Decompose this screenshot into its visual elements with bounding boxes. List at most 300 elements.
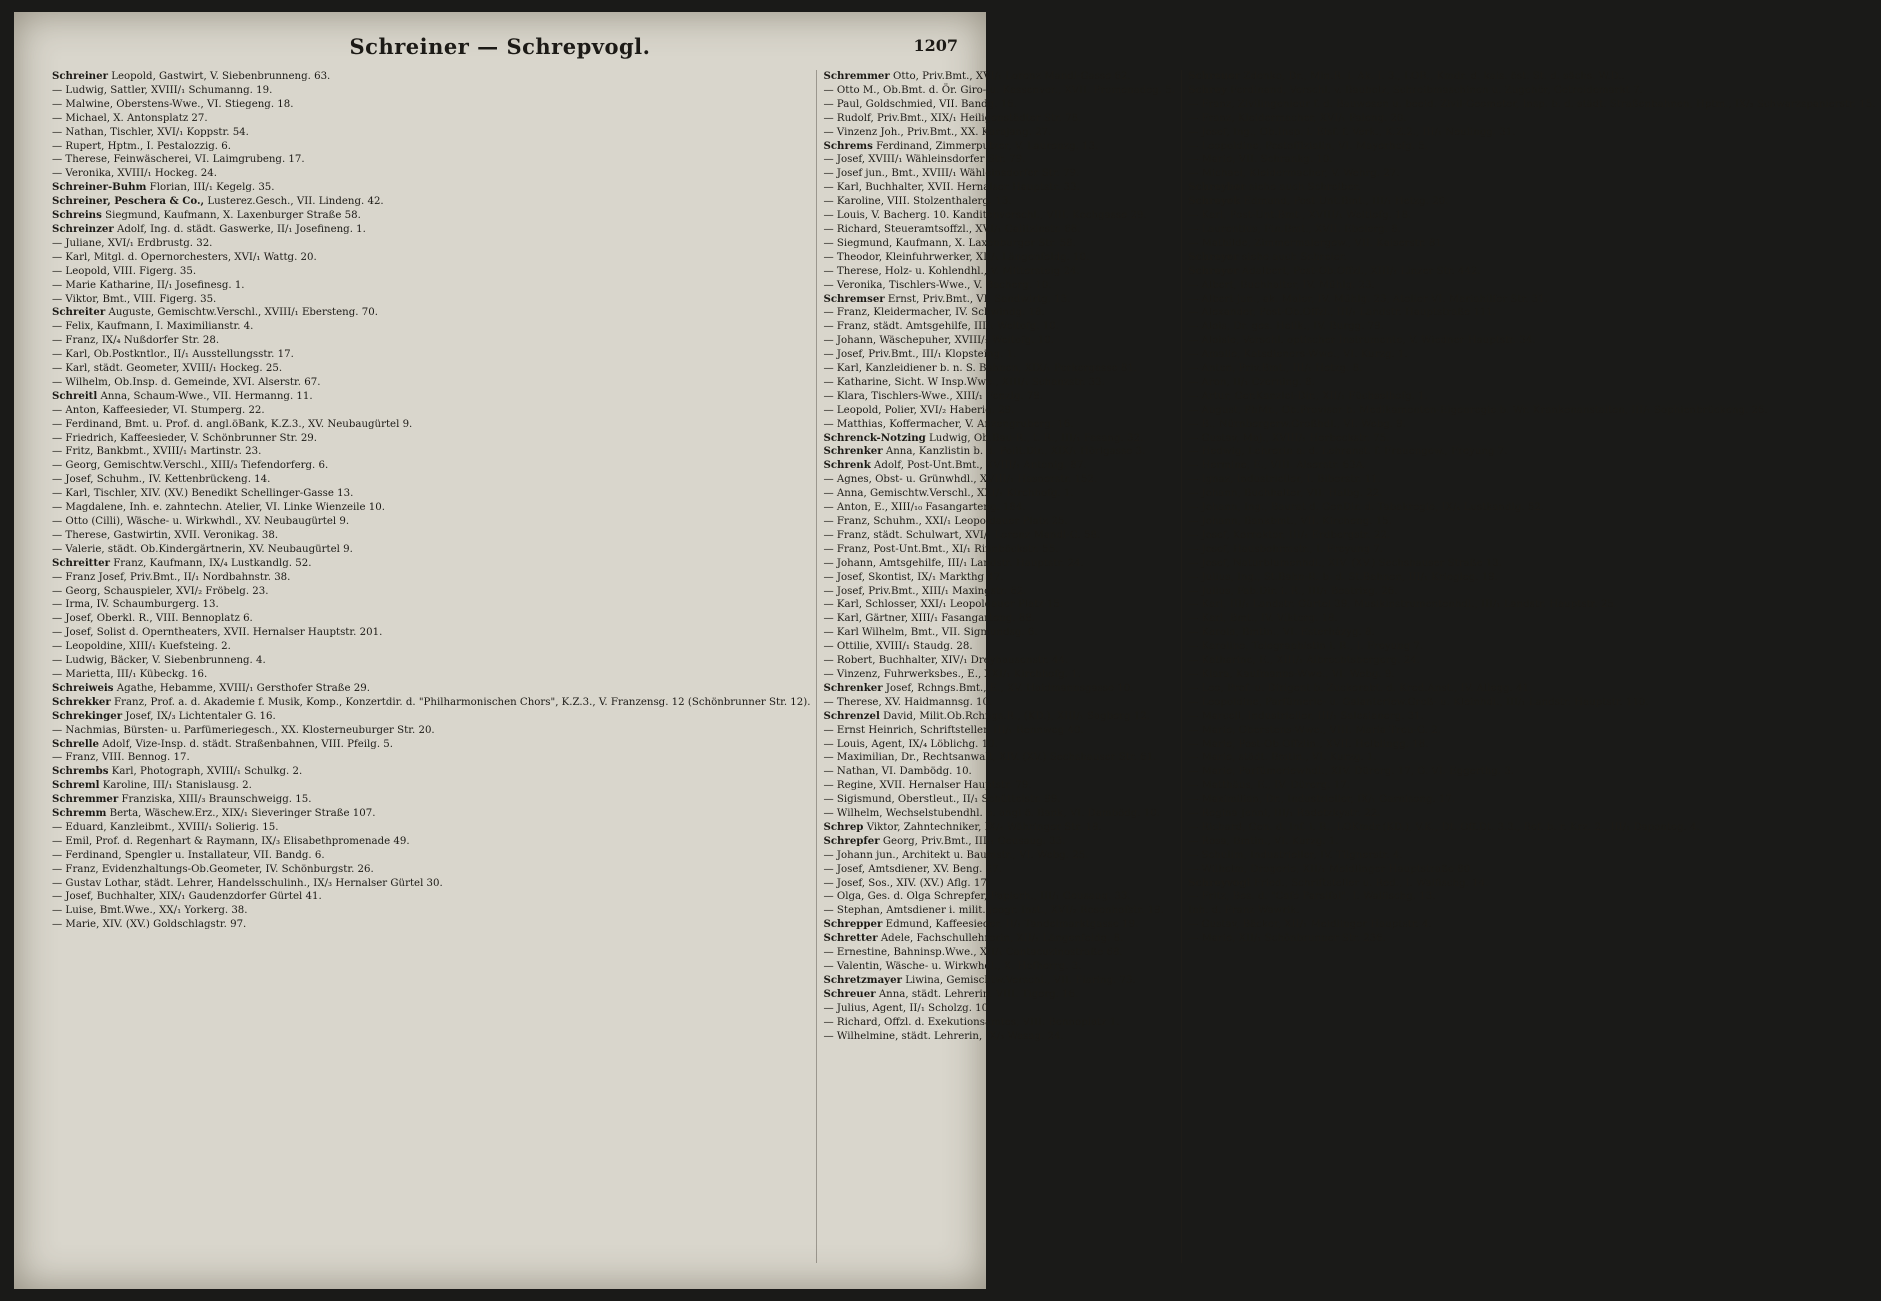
directory-entry [823, 918, 1175, 932]
directory-entry [823, 98, 1175, 112]
entry-text: — Rosa, Bmtin., VI. Kurzg. 1. [1188, 835, 1339, 847]
entry-text: — Ludwig, Bäcker, V. Siebenbrunneng. 4. [52, 655, 266, 667]
directory-entry [52, 445, 810, 459]
entry-text: Liwina, Gemischtw.Verschl., VII. Fiaring. 73. [905, 974, 1136, 986]
entry-text: — Ernestine, Bahninsp.Wwe., XII/₁ Cantacuzinostraße 68. [823, 947, 1123, 959]
directory-entry [52, 98, 810, 112]
entry-text: Anna, städt. Lehrerin, VIII. Tigerg. 16. [878, 988, 1079, 1000]
directory-entry [823, 738, 1175, 752]
entry-text: — Wilhelm, Wechselstubendhl. b. angl ö. Bank, VI. Dambödg. 10. [823, 808, 1160, 820]
entry-surname: Schrelle [52, 737, 100, 750]
directory-entry [1188, 863, 1875, 877]
directory-entry [1188, 98, 1875, 112]
directory-entry [823, 765, 1175, 779]
entry-text: — Ferdinand, Spengler u. Installateur, VII. Bandg. 6. [52, 849, 325, 861]
entry-text: — Albert, Buchhalter, IV. Mühlg. 23. [1188, 279, 1375, 291]
directory-entry [52, 265, 810, 279]
entry-text: — Leopold, Polier, XVI/₂ Haberig. 29. [823, 404, 1015, 416]
directory-entry [52, 348, 810, 362]
entry-text: — Friedrich, Kaffeesieder, V. Schönbrunner Str. 29. [52, 432, 318, 444]
entry-text: — Johann, Wäschepuher, XVIII/₁ Weitofg. 10. [823, 335, 1055, 347]
entry-text: — Ludwig, Sattler, XVIII/₁ Schumanng. 19. [52, 84, 273, 96]
entry-text: Anna, Schaum-Wwe., VII. Hermanng. 11. [100, 390, 313, 402]
directory-entry [823, 140, 1175, 154]
directory-entry [52, 376, 810, 390]
directory-entry [823, 1002, 1175, 1016]
entry-text: — Josef, Sos., XIV. (XV.) Aflg. 17. [823, 877, 991, 889]
entry-text: — Regine, XVII. Hernalser Hauptstr. 79. [823, 780, 1032, 792]
directory-entry [1188, 640, 1875, 654]
entry-text: — Therese, Feinwäscherei, VI. Laimgrubeng. 17. [52, 154, 305, 166]
directory-entry [1188, 418, 1875, 432]
entry-text: — Wilhelm, Drogerie, XII/₁ Meidlinger Hauptstraße 80. [1188, 863, 1474, 875]
entry-text: — Josef, Schuhm., IV. Kettenbrückeng. 14. [52, 474, 271, 486]
entry-text: — Julius, Ing., St.Bahn-R. b. d. St.Bahnen, III/₁ Kriegleg. 19. [1188, 571, 1498, 583]
directory-entry [52, 918, 810, 932]
directory-entry [1188, 70, 1875, 84]
directory-entry [52, 181, 810, 195]
directory-entry [52, 765, 810, 779]
directory-entry [52, 195, 810, 209]
entry-text: Ernst, Priv.Bmt., VI. Sandwirtg. 13. [887, 293, 1071, 305]
entry-text: — Louis, V. Bacherg. 10. Kanditenverschl., VIII. Kochgasse 29. [823, 210, 1147, 222]
entry-text: Fried., Schriftsteller u. Red., I. Walfischg. 14. [1253, 877, 1489, 889]
entry-text: — Leo, Prof. u. Dirigent b. Zuckerabt. d. Kred.Anst., IV. Allegg. 41. [1188, 682, 1533, 694]
directory-entry [1188, 890, 1875, 904]
directory-entry [1188, 376, 1875, 390]
directory-entry [1188, 306, 1875, 320]
directory-entry [823, 279, 1175, 293]
directory-entry [1188, 682, 1875, 696]
entry-text: — Alexander, Post-Ob.Offzl., III/₁ Landstr. Hauptstraße 111. [1188, 307, 1497, 319]
directory-entry [1188, 153, 1875, 167]
directory-entry [823, 863, 1175, 877]
directory-entry [823, 112, 1175, 126]
directory-entry [823, 696, 1175, 710]
directory-entry [1188, 140, 1875, 154]
directory-entry [823, 960, 1175, 974]
entry-surname: Schrenck-Notzing [823, 431, 926, 444]
directory-entry [1188, 112, 1875, 126]
directory-entry [823, 459, 1175, 473]
entry-text: — Franz, städt. Amtsgehilfe, III/₁ Weitofg. 10. [823, 321, 1060, 333]
entry-surname: Schremm [52, 807, 107, 820]
entry-text: — Gustav, Maj., XVIII/₁ Herbeckstr. 75. [1188, 432, 1390, 444]
entry-surname: Schrekinger [52, 709, 123, 722]
directory-entry [52, 251, 810, 265]
entry-text: — Karl, Buchhalter, XVII. Hernalser Hauptstr. 33. [823, 182, 1080, 194]
entry-text: — B., Nürnbergerw.Großhdl., VI. Webg. 9. [1188, 418, 1406, 430]
entry-text: — Josef, Amtsdiener, XV. Beng. 27. [823, 863, 1002, 875]
entry-text: Adele, Fachschullehrerin, XII/₁ Längenfeldg. 8. [880, 933, 1124, 945]
directory-entry [52, 807, 810, 821]
entry-surname: Schreyber [1188, 181, 1246, 194]
entry-text: — Valentin, Wäsche- u. Wirkwhdl., X. Hofherrg. 3. [823, 961, 1082, 972]
directory-entry [1188, 487, 1875, 501]
entry-text: — Marie, VII. Schrankg. 10. [1188, 154, 1333, 166]
entry-text: — Josef, Ing., Ob.Insp. i. Eisf. f. Verk., K.Z.2., III/₁ Neulingg. 31. [1188, 126, 1516, 138]
directory-entry [52, 112, 810, 126]
directory-entry [823, 557, 1175, 571]
directory-entry [823, 237, 1175, 251]
entry-text: — Wilhelm, Ob.Insp. d. Gemeinde, XVI. Alserstr. 67. [52, 376, 321, 388]
entry-surname: Schrekker [52, 695, 111, 708]
entry-text: Auguste, Gemischtw.Verschl., XVIII/₁ Ebersteng. 70. [108, 307, 378, 319]
directory-entry [1188, 779, 1875, 793]
entry-text: — Klara, Tischlers-Wwe., XIII/₁ Fenzlg. 78. [823, 390, 1044, 402]
directory-entry [1188, 529, 1875, 543]
directory-entry [823, 209, 1175, 223]
entry-text: — Franz, Kleidermacher, XVI/₁ Paleng. 20. [1188, 112, 1407, 124]
directory-entry [1188, 626, 1875, 640]
directory-entry [52, 167, 810, 181]
entry-text: — Karl, Gärtner, XIII/₁ Fasangarteng. 88. [823, 613, 1035, 625]
directory-entry [1188, 696, 1875, 710]
entry-text: — Matthäus, E., IV. Dürerg. 17. [1188, 780, 1351, 792]
entry-text: — Franz, städt. Schulwart, XVI/₁ Lorenz Mandl-G. 58. [823, 529, 1101, 541]
entry-text: — Franz, Evidenzhaltungs-Ob.Geometer, IV. Schönburgstr. 26. [52, 863, 374, 875]
entry-text: Leopold, Gastwirt, V. Siebenbrunneng. 63. [111, 71, 331, 82]
entry-surname: Schrep [823, 820, 864, 833]
entry-text: — Josef, Priv.Bmt., XIII/₁ Maxingstr. 62. [823, 585, 1027, 597]
entry-text: — Robert, Buchhalter, XIV/₁ Dreyhausenstr. 44. [823, 655, 1069, 667]
entry-text: — Leopoldine, Postoffizialin, VI. Mayerhofg. 5. [1188, 140, 1429, 152]
entry-text: — Karl, Mitgl. d. Opernorchesters, XVI/₁ Wattg. 20. [52, 251, 317, 263]
entry-surname: Schrenker [823, 681, 883, 694]
entry-text: Inh. d. Franz Wawrik. [1188, 905, 1300, 917]
directory-entry [1188, 265, 1875, 279]
directory-entry [52, 126, 810, 140]
entry-text: — Anna, Gemischtw.Verschl., XXI/₁ Kirchhofg. 1. [823, 488, 1074, 500]
directory-entry [1188, 877, 1875, 891]
directory-entry [52, 515, 810, 529]
entry-text: — Regina Jenni, III/₁ Radetzkystr. 22. [1188, 808, 1381, 820]
directory-entry [823, 432, 1175, 446]
entry-text: Adolf, Ing. d. städt. Gaswerke, II/₁ Josefineng. 1. [116, 223, 366, 235]
entry-text: — Maximilian, Dr., Industrieller, IX/₁ Garnisong. 17. [1188, 794, 1456, 806]
directory-entry [52, 598, 810, 612]
entry-surname: Schreiner, Peschera & Co., [52, 195, 205, 208]
entry-surname: Schrepper [823, 918, 883, 931]
directory-entry [823, 807, 1175, 821]
directory-entry [52, 626, 810, 640]
entry-text: — Ernst Heinrich, Schriftsteller, III/₁ Rennweg 40. [823, 724, 1084, 736]
directory-entry [1188, 835, 1875, 849]
directory-entry [823, 932, 1175, 946]
entry-text: — Magdalene, Inh. e. zahntechn. Atelier, VI. Linke Wienzeile 10. [52, 502, 385, 514]
directory-entry [1188, 223, 1875, 237]
entry-text: — Nathan, Tischler, XVI/₁ Koppstr. 54. [52, 126, 249, 138]
entry-text: Franziska, XIII/₃ Braunschweigg. 15. [121, 794, 312, 806]
directory-entry [823, 153, 1175, 167]
directory-entry [823, 265, 1175, 279]
directory-entry [823, 376, 1175, 390]
entry-text: — Irma, IV. Schaumburgerg. 13. [52, 599, 219, 611]
entry-text: — Johann, Bankbmt., VII. Kircheng. 15. [1188, 516, 1392, 527]
directory-entry [1188, 167, 1875, 181]
entry-surname: Schreyer [1188, 250, 1239, 263]
directory-entry [1188, 612, 1875, 626]
entry-text: siehe auch Schreier. [1241, 251, 1347, 263]
entry-text: — Johann, Amtsgehilfe, III/₁ Landstr. Hauptstr. 24. [823, 557, 1084, 569]
entry-surname: Schreiner [52, 70, 108, 82]
directory-entry [823, 849, 1175, 863]
directory-entry [52, 793, 810, 807]
directory-entry [823, 793, 1175, 807]
directory-entry [52, 710, 810, 724]
entry-text: — Karl, Bmt., IV. Viktorg. 18. [1188, 613, 1338, 625]
entry-surname: Schreml [52, 779, 100, 792]
entry-text: — August, PhMr., Ob.Provisor b. Medikamenten-Eigenregie b. Wr. Krankenanstalten, III/₁ Sophienbrückeng. 26. [1188, 404, 1768, 416]
entry-text: Adolf, Vize-Insp. d. städt. Straßenbahnen, VIII. Pfeilg. 5. [102, 738, 394, 750]
directory-entry [823, 404, 1175, 418]
entry-text: — Vinzenz, Fuhrwerksbes., E., XXI/₁ Kirchhofg. 1. [823, 668, 1081, 680]
directory-entry [1188, 571, 1875, 585]
entry-text: — Fritz, Bankbmt., XVIII/₁ Martinstr. 23. [52, 446, 262, 458]
directory-entry [52, 696, 810, 710]
entry-text: — Josef, Buchhalter, XIX/₁ Gaudenzdorfer Gürtel 41. [52, 891, 322, 903]
directory-entry [1188, 473, 1875, 487]
entry-text: — Karl, Ob.Postkntlor., II/₁ Ausstellungsstr. 17. [52, 349, 294, 361]
entry-text: Edmund, Post Unt.Bmt., III/₁ Hetzg. 20. [1243, 196, 1449, 208]
entry-text: — Karl, Post-Unt.Bmt., XVIII/₁ Weitlofg. 18. [1188, 210, 1412, 222]
directory-page [14, 12, 1876, 1289]
entry-text: — Michael, Kleidermacher, V. Wehrg. 27. [1188, 168, 1400, 180]
entry-surname: Schreyvogl [1188, 876, 1251, 889]
directory-entry [1188, 543, 1875, 557]
entry-surname: Schrenk [823, 459, 871, 472]
entry-text: — Felix, Kaufmann, I. Maximilianstr. 4. [52, 321, 254, 333]
entry-text: — Anton, Priv.Bmt., III/₁ Hetzg. 8. [1188, 363, 1363, 375]
entry-text: — Leopoldine, XIII/₁ Kuefsteing. 2. [52, 641, 231, 653]
entry-text: — Theodor, Kleinfuhrwerker, XII/₁ Längenfeldg. 10. [823, 251, 1090, 263]
directory-entry [823, 390, 1175, 404]
entry-text: — Karl Wilhelm, Bmt., VII. Sigmundsg. 6. [823, 627, 1038, 639]
entry-text: — Luise, Bmt.Wwe., XX/₁ Yorkerg. 38. [52, 905, 248, 917]
entry-text: — Gustav, Bäcker, XII/₁ Meidlinger Hauptstr. 4. [1188, 919, 1432, 931]
entry-text: — Marie, Oberstens-Wwe., VIII. Maria Treu-G. 2. [1188, 724, 1441, 736]
entry-text: — Franz, Post-Unt.Bmt., XI/₁ Rinnböckstr. 55. [823, 543, 1059, 555]
entry-text: — Josef, XVIII/₁ Wähleinsdorfer Str. 79. [823, 154, 1026, 166]
directory-entry [1188, 904, 1875, 918]
entry-text: — Rudolf, Priv.Bmt., XIX/₁ Heiligenstädter Str. 78. [823, 112, 1082, 124]
directory-entry [52, 293, 810, 307]
directory-entry [52, 835, 810, 849]
entry-text: — Josef, Naturblumenhdl., XIV. (XV.) Sechshauser Straße 13. [1188, 557, 1502, 569]
directory-entry [823, 988, 1175, 1002]
entry-text: Florian, III/₁ Kegelg. 35. [149, 182, 275, 194]
directory-entry [52, 668, 810, 682]
directory-entry [1188, 751, 1875, 765]
directory-entry [52, 877, 810, 891]
entry-text: Edmund, Kaffeesieder, II/₁ Tandelmarktgasse 19. [885, 919, 1139, 931]
entry-text: — Josef, Korrektor, III/₁ Erdbergstr. 22. [1188, 529, 1391, 541]
directory-entry [52, 306, 810, 320]
directory-entry [823, 334, 1175, 348]
entry-text: — Ignaz, Industrieller, I. Biberstr. 11. [1188, 474, 1381, 486]
directory-entry [52, 612, 810, 626]
entry-text: — Eduard, Kanzleibmt., XVIII/₁ Solierig. 15. [52, 821, 279, 833]
entry-text: — Georg, Schauspieler, XVI/₂ Fröbelg. 23. [52, 585, 269, 597]
directory-entry [1188, 237, 1875, 251]
entry-text: — Karl, Tischler, XIV. (XV.) Benedikt Schellinger-Gasse 13. [52, 488, 354, 500]
entry-text: — Marie, XII/₁ Schönbrunner Str. 236. [1188, 933, 1386, 945]
directory-entry [823, 710, 1175, 724]
entry-text: Viktor, Zahntechniker, IX/₄ Währinger Str. 18. [866, 821, 1102, 833]
directory-entry [823, 418, 1175, 432]
directory-entry [1188, 821, 1875, 835]
directory-entry [52, 529, 810, 543]
entry-text: — Marie, städt. Bmtin., VI. Kurzg. 1. [1188, 752, 1377, 764]
entry-text: — Leopoldine, Parfümerie- u. Galanteriew.Groß- u. Kleinhdl., III/₁ Landstr. Hauptstr. 110. [1188, 696, 1649, 708]
entry-text: — Agnes, Obst- u. Grünwhdl., XVIII/₁ Hasnerstr. 152. [823, 474, 1098, 486]
directory-entry [1188, 849, 1875, 863]
directory-entry [1188, 84, 1875, 98]
directory-entry [52, 738, 810, 752]
entry-text: — Otto M., Ob.Bmt. d. Ör. Giro- u. Kassenver., XVII. Promenadeg. 5. [823, 84, 1176, 96]
directory-entry [1188, 668, 1875, 682]
entry-text: — Aloisie, Verschl. optischer Instrumente, V. Wiedner Hauptstr. 34. [1188, 335, 1536, 347]
directory-entry [1188, 918, 1875, 932]
entry-text: — Anton, E., XIII/₁₀ Fasangarteng. 184. [823, 502, 1026, 514]
directory-entry [52, 223, 810, 237]
directory-entry [823, 626, 1175, 640]
column-3 [1188, 70, 1881, 1263]
directory-entry [823, 195, 1175, 209]
entry-surname: Schrems [823, 139, 873, 152]
entry-text: — Johann jun., Architekt u. Baumstr., VI. Webg. 25. [823, 849, 1089, 861]
entry-text: — Sigismund, Oberstleut., II/₁ Schüttelstr. 99. [823, 794, 1061, 806]
entry-surname: Schremmer [823, 70, 890, 82]
directory-entry [1188, 738, 1875, 752]
entry-text: Franz, Prof. a. d. Akademie f. Musik, Komp., Konzertdir. d. "Philharmonischen Chors", K.Z.3., V. Franzensg. 12 (Schönbrunner Str. 12). [114, 696, 811, 708]
directory-entry [1188, 279, 1875, 293]
directory-entry [823, 946, 1175, 960]
entry-text: — Marie Katharine, II/₁ Josefinesg. 1. [52, 279, 245, 291]
entry-surname: Schremmer [52, 793, 119, 806]
entry-surname: Schreuer [1188, 70, 1241, 82]
directory-entry [1188, 404, 1875, 418]
directory-entry [52, 821, 810, 835]
entry-text: Ferdinand, Verschl. v. Bauholz, Schreibmaschinen u. Zugehör, Getreidemarkt 7. [1230, 84, 1643, 96]
entry-surname: Schreyer [1188, 264, 1239, 277]
directory-entry [823, 293, 1175, 307]
page-header [14, 34, 986, 70]
directory-entry [52, 320, 810, 334]
entry-text: — Albert jun., ak. Maler, IV. Mühlg. 23, Atelier VI. Mariahilfer Str. 31. [1188, 293, 1548, 305]
entry-text: Ferdinand, Zimmerputzer, V. Laurenzg. 13. [876, 140, 1099, 152]
entry-text: — Stephan, Amtsdiener i. milit.geogr. Inst., XVI/₂ Rosenhofstr. 19. [823, 905, 1164, 917]
entry-text: Franz, Kaufmann, IX/₄ Lustkandlg. 52. [113, 557, 312, 569]
directory-entry [1188, 362, 1875, 376]
directory-entry [823, 904, 1175, 918]
entry-text: — Juliane, XVI/₁ Erdbrustg. 32. [52, 237, 213, 249]
entry-surname: Schreiner-Buhm [52, 181, 147, 194]
entry-text: — Richard, Gen. d. Inf. i. R., LOKmdr.(KD.), V.K., Dt. Off.Dt. 3.3., Bef. b. r. Krz. 2., III/₁ Daponteg. 4. [1188, 821, 1700, 833]
entry-text: — Marie, Parfümeriewhdl., XIV. Dürerg. 17, G. VI. Eggerthg. 3. [1188, 766, 1515, 778]
directory-entry [1188, 585, 1875, 599]
entry-text: — Therese, Gastwirtin, XVII. Veronikag. 38. [52, 529, 279, 541]
directory-entry [823, 348, 1175, 362]
directory-entry [52, 334, 810, 348]
directory-entry [52, 904, 810, 918]
entry-text: — Veronika, XVIII/₁ Hockeg. 24. [52, 168, 217, 180]
entry-text: — Gustav Lothar, städt. Lehrer, Handelsschulinh., IX/₃ Hernalser Gürtel 30. [52, 877, 443, 889]
directory-entry [52, 849, 810, 863]
entry-surname: Schrenker [823, 445, 883, 458]
entry-text: Karoline, III/₁ Stanislausg. 2. [102, 780, 252, 792]
directory-entry [823, 682, 1175, 696]
directory-entry [52, 140, 810, 154]
entry-surname: Schretter [823, 932, 878, 945]
entry-text: — Karl, Kanzleidiener b. n. S. Bahnen, XIX/₁ Porkergasse 81. [823, 363, 1138, 375]
directory-entry [823, 126, 1175, 140]
entry-surname: Schreyek [1188, 195, 1241, 208]
entry-text: — Karola, Bmtin., VI. Esterházyg. 8. [1188, 627, 1375, 639]
directory-entry [52, 459, 810, 473]
entry-text: Adalbert, Post-Ob.Offzl., XIII/₁ Linzer Str. 442. [1241, 265, 1481, 277]
entry-surname: Schrenzel [823, 709, 880, 722]
directory-entry [52, 890, 810, 904]
directory-entry [1188, 557, 1875, 571]
entry-text: — Julius, Agent, II/₁ Scholzg. 10. [823, 1002, 992, 1014]
entry-text: siehe auch Schreiber. [1249, 182, 1361, 194]
entry-text: — Josef, Solist d. Operntheaters, XVII. Hernalser Hauptstr. 201. [52, 627, 383, 639]
directory-entry [52, 279, 810, 293]
entry-text: — Anton, Kaffeesieder, VI. Stumperg. 22. [52, 404, 265, 416]
entry-text: — Klara, Kaufmanns-Wwe., VI. Webg. 9. [1188, 668, 1395, 680]
directory-entry [52, 557, 810, 571]
entry-text: — Franz, VIII. Bennog. 17. [52, 752, 190, 764]
directory-entry [52, 70, 810, 84]
page-number: 1207 [913, 36, 958, 55]
directory-entry [52, 724, 810, 738]
directory-entry [823, 529, 1175, 543]
directory-entry [52, 863, 810, 877]
entry-text: — Vinzenz Joh., Priv.Bmt., XX. Karajang. 27. [823, 126, 1052, 138]
entry-text: — Amalie, Katsdieners-Wwe., VI. Kurzg. 1. [1188, 349, 1408, 361]
entry-text: — Ottilie, XVIII/₁ Staudg. 28. [823, 641, 973, 653]
entry-text: Karl, Photograph, XVIII/₁ Schulkg. 2. [111, 766, 303, 778]
directory-entry [823, 320, 1175, 334]
entry-text: Zdenko, Dr., Min.R. i. Ak. I. 3., LOR., Kmdr. d. kais. öst. St. d. sächs. W.D.. [1243, 71, 1625, 82]
entry-text: — Hedwig, Lehrerin a. d. Lehranst. f. Frauengew., Freyung 7. [1188, 446, 1508, 458]
entry-surname: Schreiter [52, 306, 106, 319]
entry-text: — Johann, Buchhalter, VII. Halbg. 22. [1188, 488, 1383, 500]
entry-surname: Schreuer [823, 987, 876, 1000]
entry-text: — Franz Josef, Priv.Bmt., II/₁ Nordbahnstr. 38. [52, 571, 291, 583]
entry-text: — Julius, Fab.Dir. i. R., III/₁ Beatrixg. 26. [1188, 585, 1398, 597]
entry-text: — Marcell, Industrieller, III/₁ Salesianerg. 31. [1188, 710, 1424, 722]
entry-text: Siegmund, Kaufmann, X. Laxenburger Straße 58. [105, 210, 361, 222]
directory-entry [1188, 515, 1875, 529]
directory-entry [823, 515, 1175, 529]
directory-entry [823, 487, 1175, 501]
directory-entry [823, 974, 1175, 988]
entry-text: Berta, Wäschew.Erz., XIX/₁ Sieveringer Straße 107. [109, 808, 376, 820]
directory-entry [52, 362, 810, 376]
entry-text: — Olga, Ges. d. Olga Schrepfer, Papierh., III/₁ Geusaug. 33. [823, 891, 1131, 903]
entry-surname: Schrembs [52, 765, 109, 778]
entry-surname: Schreinzer [52, 222, 114, 235]
entry-text: — Leopold, VIII. Figerg. 35. [52, 265, 197, 277]
entry-surname: Schreitter [52, 556, 110, 569]
directory-entry [823, 585, 1175, 599]
directory-entry [823, 890, 1175, 904]
directory-entry [52, 390, 810, 404]
directory-entry [823, 84, 1175, 98]
entry-text: — Wilhelmine, städt. Lehrerin, IX/₃ Wasag. 24. [823, 1030, 1064, 1042]
